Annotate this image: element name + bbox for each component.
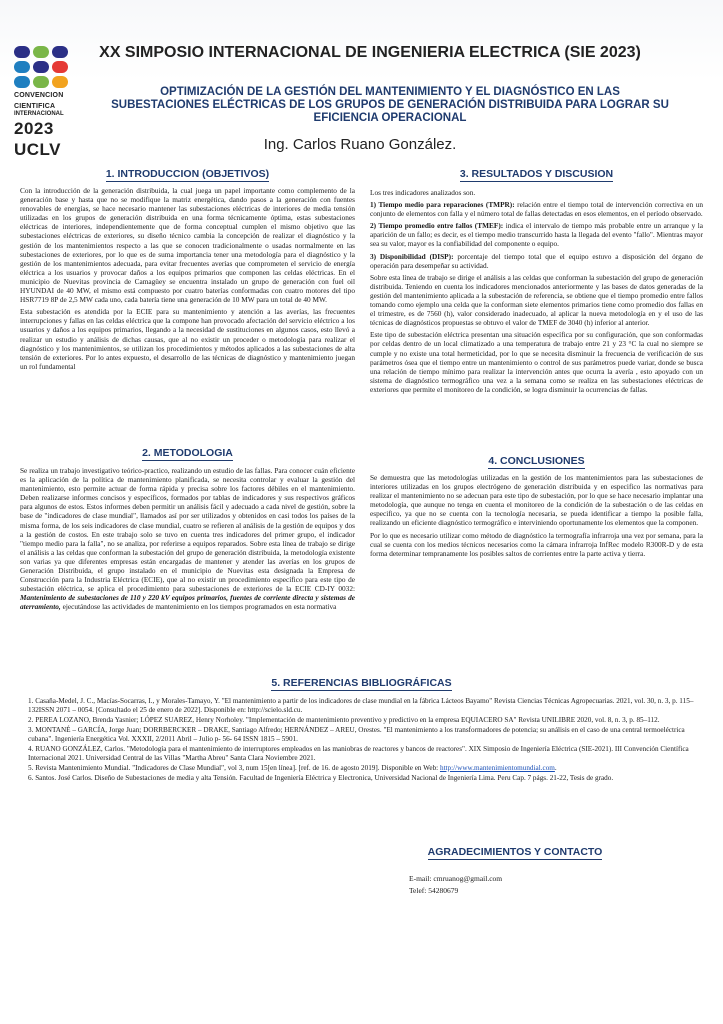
method-body <box>20 466 355 615</box>
intro-paragraph-2: Esta subestación es atendida por la ECIE para su mantenimiento y atención a las averías, las frecuentes interrupciones y fallas en las celdas eléctrica que la compone han provocado afectación del servicio eléctrico a los usuarios y daños a los equipos primarios, llegando a la necesidad de sustituciones en algunos casos, esto llevó a realizar un estudio y análisis de dichas causas, que al no existir un proceder o metodología para realizar el diagnóstico y los mantenimientos, se utilizan los procedimientos y métodos aplicados a las subestaciones de alta tensión de exteriores. Por lo antes expuesto, el desarrollo de las técnicas de diagnóstico y mantenimiento juegan un rol fundamental <box>20 307 355 371</box>
reference-item: 2. PEREA LOZANO, Brenda Yasnier; LÓPEZ SUAREZ, Henry Norholey. "Implementación de mantenimiento preventivo y predictivo en la empresa EQUIACERO SA" Revista UNILIBRE 2020, vol. 8, n. 3, p. 85–112. <box>28 716 660 724</box>
logo-line-1: CONVENCION <box>14 92 64 99</box>
indicator-tmef <box>370 221 703 248</box>
conclusions-heading-text: 4. CONCLUSIONES <box>488 455 585 467</box>
indicator-tmpr <box>370 200 703 218</box>
reference-item: 6. Santos. José Carlos. Diseño de Subestaciones de media y alta Tensión. Facultad de Ingeniería Eléctrica y Electronica, Universidad Nacional de Ingeniería Lima. Peru Cap. 7 págs. 21-22, Tesis de grado. <box>28 774 614 782</box>
references-heading <box>20 677 703 689</box>
results-paragraph-2: Este tipo de subestación eléctrica presentan una situación específica por su configuración, que son conformadas por celdas dentro de un local climatizado a una temperatura de trabajo entre 21 y 23 °C la cual no siempre se cumple y no existe una total hermeticidad, por lo que se necesita disminuir la frecuencia de verificación de sus parámetros ósea que el tiempo entre un mantenimiento o control de sus parámetros puede variar, donde se busca una relación de tiempo mínimo para realizar la intervención antes que ocurra la avería , esto apoyado con un sistema de diagnóstico termográfico una vez a la semana como se realiza en las subestaciones eléctricas de exteriores que permite el monitoreo de la condición, se logra disminuir la ocurrencias de fallas. <box>370 330 703 394</box>
logo-university: UCLV <box>14 140 62 159</box>
conclusions-body <box>370 473 703 561</box>
intro-heading-text: 1. INTRODUCCION (OBJETIVOS) <box>105 168 270 180</box>
author-name: Ing. Carlos Ruano González. <box>263 136 457 153</box>
results-body <box>370 188 703 397</box>
reference-5-text: 5. Revista Mantenimiento Mundial. "Indicadores de Clase Mundial", vol 3, num 15[en línea]. [ref. de 16. de agosto 2019]. Disponible en Web: <box>28 764 440 772</box>
conference-logo <box>14 46 70 158</box>
results-paragraph-1: Sobre esta línea de trabajo se dirige el análisis a las celdas que conforman la subestación del grupo de generación distribuida. Teniendo en cuenta los indicadores mencionados anteriormente y las bases de datos generadas de la gestión del mantenimiento aplicada a la subestación de referencia, se obtiene que el tiempo promedio entre fallos tomando como ejemplo una celda que la conforman siete elementos primarios tiene como promedio dos fallas en el trimestre, es de 7560 (h), valor considerado inadecuado, al aplicar la nueva metodología en y el uso de las técnicas de diagnósticos propuestas se obtuvo el valor de TMEF de 3040 (h) inferior al anterior. <box>370 272 703 328</box>
method-norm-title: Mantenimiento de subestaciones de 110 y 220 kV equipos primarios, fuentes de corriente directa y sistemas de aterramiento, <box>20 593 355 612</box>
reference-item: 3. MONTANÉ – GARCÍA, Jorge Juan; DORRBERCKER – DRAKE, Santiago Alfredo; HERNÁNDEZ – AREU, Orestes. "El mantenimiento a los transformadores de potencia; su análisis en el caso de una central termoeléctrica cubana". Ingeniería Energética Vol. XXXII, 2/2011 Abril – Julio p- 56- 64 ISSN 1815 – 5901. <box>28 726 685 743</box>
logo-mark <box>14 46 70 88</box>
method-heading <box>20 447 355 459</box>
logo-dot <box>52 61 68 73</box>
indicator-disp-label: 3) Disponibilidad (DISP): <box>370 251 454 261</box>
reference-5-end: . <box>554 764 557 772</box>
references-heading-text: 5. REFERENCIAS BIBLIOGRÁFICAS <box>271 677 452 689</box>
intro-paragraph-1: Con la introducción de la generación distribuida, la cual juega un papel importante como complemento de la generación base y hasta que no se modifique la matriz energética, dando pasos a la generación con fuentes renovables de energías, se hace necesario mantener las subestaciones eléctricas de interiores de media tensión utilizadas en los grupos de generación distribuida en una forma técnicamente óptima, estas subestaciones eléctricas de interiores, independientemente que de forma conceptual cumplen el mismo objetivo que las subestaciones eléctricas de exteriores, su diseño técnico cambia la concepción de realizar el diagnóstico y la gestión de los mantenimientos respecto a las que se conocen tradicionalmente o usadas normalmente en las subestaciones de exteriores, por lo que es de suma importancia tener una metodología para el diagnóstico y la gestión de los mantenimientos adecuada, para evitar frecuentes averías que comprometen el servicio de energía eléctrica a los usuarios y provocar daños a los equipos primarios que componen las celdas eléctricas. En el municipio de Nuevitas provincia de Camagüey se encuentra instalado un grupo de generación con fuel oil HYUNDAI de 40 MW, el mismo está compuesto por cuatro baterías conformadas con cuatro motores del tipo HSR7719 8P de 2,5 MW cada uno, cada batería tiene una generación de 10 MW para un total de 40 MW. <box>20 186 355 305</box>
reference-item: 4. RUANO GONZÁLEZ, Carlos. "Metodología para el mantenimiento de interruptores empleados en las maniobras de reactores y bancos de reactores". XIX Simposio de Ingeniería Eléctrica (SIE-2021). III Convención Científica Internacional 2021. Universidad Central de las Villas "Martha Abreu" Santa Clara Noviembre 2021. <box>28 745 689 762</box>
reference-5-link[interactable]: http://www.mantenimientomundial.com <box>439 764 555 772</box>
contact-block <box>409 873 629 897</box>
contact-phone: Telef: 54280679 <box>409 886 459 895</box>
conclusions-heading <box>370 455 703 467</box>
logo-year: 2023 <box>14 119 54 138</box>
indicator-tmef-text: indica el intervalo de tiempo más probable entre un arranque y la aparición de un fallo; es decir, es el tiempo medio transcurrido hasta la llegada del evento "fallo". Mientras mayor sea su valor, mayor es la confiabilidad del componente o equipo. <box>370 221 704 249</box>
logo-dot <box>14 76 30 88</box>
contact-email: E-mail: cmruanog@gmail.com <box>409 874 503 883</box>
results-heading <box>370 168 703 180</box>
results-heading-text: 3. RESULTADOS Y DISCUSION <box>459 168 614 180</box>
logo-line-3: INTERNACIONAL <box>14 111 64 117</box>
indicator-disp-text: porcentaje del tiempo total que el equipo estuvo a disposición del órgano de operación para desempeñar su actividad. <box>370 251 703 270</box>
reference-item <box>28 764 700 773</box>
paper-title: OPTIMIZACIÓN DE LA GESTIÓN DEL MANTENIMIENTO Y EL DIAGNÓSTICO EN LAS SUBESTACIONES ELÉCTRICAS DE LOS GRUPOS DE GENERACIÓN DISTRIBUIDA PARA LOGRAR SU EFICIENCIA OPERACIONAL <box>111 86 669 124</box>
method-heading-text: 2. METODOLOGIA <box>142 447 233 459</box>
logo-dot <box>33 61 49 73</box>
method-text-a: Se realiza un trabajo investigativo teórico-practico, realizando un estudio de las fallas. Para conocer cuán eficiente es la aplicación de la política de mantenimiento planificada, se necesita controlar y evaluar la gestión del mantenimiento, esto permite actuar de forma rápida y precisa sobre los factores débiles en el mantenimiento. Deben realizarse informes concisos y específicos, formados por tablas de indicadores y sus respectivos gráficos para algunos de estos. Estos informes deben permitir un análisis fácil y adecuado a cada nivel de gestión, sobre la base de "indicadores de clase mundial", llamados así por ser utilizados y obtenidos en casi todos los países de la misma forma, de los seis indicadores de clase mundial, cuatro se refieren al análisis de la gestión de equipos y dos a la gestión de costos. En este trabajo solo se tuvo en cuenta tres indicadores del primer grupo, el indicador "tiempo medio para la falla", no se analiza, por referirse a equipos reparados. Sobre esta línea de trabajo se dirige el análisis a las celdas que conforman la subestación del grupo de generación distribuida, la metodología existente son varias ya que diferentes empresas están encargadas de mantener y atender las averías en los grupos de Generación Distribuida, el grupo instalado en el municipio de Nuevitas esta designada la Empresa de Construcción para la Industria Eléctrica (ECIE), que al no existir un procedimiento específico para este tipo de subestación eléctrica, se aplica el procedimiento para subestaciones de exteriores de la ECIE CD-IY 0032: <box>20 466 355 594</box>
logo-dot <box>52 76 68 88</box>
method-paragraph <box>20 466 355 612</box>
logo-dot <box>52 46 68 58</box>
results-intro: Los tres indicadores analizados son. <box>370 188 476 197</box>
indicator-disp <box>370 252 703 270</box>
conclusions-paragraph-2: Por lo que es necesario utilizar como método de diagnóstico la termografía infrarroja una vez por semana, para la cual se cuenta con los medios técnicos necesarios como la cámara infrarroja InfRec modelo R300R-D y de esta forma determinar tempranamente los posibles saltos de corrientes entre la parte activa y tierra. <box>370 530 703 558</box>
logo-dot <box>14 61 30 73</box>
indicator-tmef-label: 2) Tiempo promedio entre fallos (TMEF): <box>370 221 504 231</box>
logo-dot <box>33 46 49 58</box>
conclusions-paragraph-1: Se demuestra que las metodologías utilizadas en la gestión de los mantenimientos para las subestaciones de interiores utilizadas en los grupos electrógeno de generación distribuida y en especifico las normativas para realizar el mantenimiento no se adecuan para este tipo de subestación, por lo que se hace necesario implantar una metodología, que aunque no tenga en cuenta el monitoreo de la condición de la subestación o de las celdas en especifico, ya que no se cuenta con la tecnología necesaria, se pueda identificar a tiempo la posible falla, realizando un eficiente diagnóstico termográfico e interviniendo oportunamente los elementos que la componen. <box>370 473 703 528</box>
intro-heading <box>20 168 355 180</box>
references-list <box>28 697 700 784</box>
reference-item: 1. Casaña-Medel, J. C., Macías-Socarras, I., y Morales-Tamayo, Y. "El mantenimiento a partir de los indicadores de clase mundial en la fábrica Lácteos Bayamo" Revista Ciencias Técnicas Agropecuarias. 2021, vol. 30, n. 3, p. 115–132ISSN 2071 – 0054. [Consultado el 25 de enero de 2022]. Disponible en: http://scielo.sld.cu. <box>28 697 694 714</box>
ack-heading <box>400 846 630 858</box>
logo-line-2: CIENTIFICA <box>14 103 56 110</box>
logo-dot <box>14 46 30 58</box>
method-text-c: ejecutándose las actividades de mantenimiento en los tiempos programados en esta normativa <box>60 602 337 612</box>
conference-title: XX SIMPOSIO INTERNACIONAL DE INGENIERIA ELECTRICA (SIE 2023) <box>99 44 641 61</box>
logo-dot <box>33 76 49 88</box>
indicator-tmpr-label: 1) Tiempo medio para reparaciones (TMPR): <box>370 200 515 210</box>
intro-body <box>20 186 355 374</box>
indicator-tmpr-text: relación entre el tiempo total de intervención correctiva en un conjunto de elementos con falla y el número total de fallas detectadas en esos elementos, en el período observado. <box>370 200 703 219</box>
ack-heading-text: AGRADECIMIENTOS Y CONTACTO <box>427 846 603 858</box>
